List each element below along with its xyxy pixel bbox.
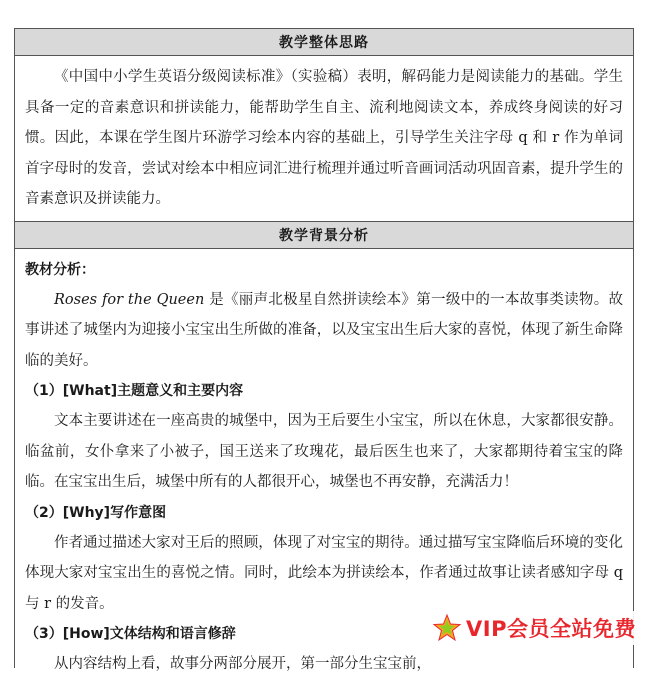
section-header-background-analysis [15, 221, 633, 249]
material-analysis-label: 教材分析： [25, 261, 95, 278]
lesson-plan-table [14, 28, 634, 672]
vip-banner[interactable] [428, 611, 640, 645]
section-title: 教学背景分析 [279, 227, 369, 244]
material-intro-text: 是《丽声北极星自然拼读绘本》第一级中的一本故事类读物。故事讲述了城堡内为迎接小宝宝出生所做的准备，以及宝宝出生后大家的喜悦，体现了新生命降临的美好。 [25, 291, 623, 369]
why-heading: （2）[Why]写作意图 [25, 504, 167, 521]
what-heading: （1）[What]主题意义和主要内容 [25, 383, 244, 399]
how-paragraph: 从内容结构上看，故事分两部分展开，第一部分生宝宝前， [54, 656, 431, 672]
vip-banner-text: VIP会员全站免费 [466, 617, 636, 641]
how-heading: （3）[How]文体结构和语言修辞 [25, 626, 236, 642]
star-icon [432, 613, 462, 643]
overall-approach-paragraph: 《中国中小学生英语分级阅读标准》（实验稿）表明，解码能力是阅读能力的基础。学生具备一定的音素意识和拼读能力，能帮助学生自主、流利地阅读文本，养成终身阅读的好习惯。因此，本课在学生图片环游学习绘本内容的基础上，引导学生关注字母 q 和 r 作为单词首字母时的发音，尝试对绘本中相应词汇进行梳理并通过听音画词活动巩固音素，提升学生的音素意识及拼读能力。 [25, 69, 623, 207]
what-paragraph: 文本主要讲述在一座高贵的城堡中，因为王后要生小宝宝，所以在休息，大家都很安静。临盆前，女仆拿来了小被子，国王送来了玫瑰花，最后医生也来了，大家都期待着宝宝的降临。在宝宝出生后，城堡中所有的人都很开心，城堡也不再安静，充满活力！ [25, 413, 623, 490]
section-title: 教学整体思路 [279, 35, 369, 51]
section-header-overall-approach [15, 29, 633, 56]
material-intro-paragraph [25, 285, 623, 377]
why-paragraph: 作者通过描述大家对王后的照顾，体现了对宝宝的期待。通过描写宝宝降临后环境的变化体现大家对宝宝出生的喜悦之情。同时，此绘本为拼读绘本，作者通过故事让读者感知字母 q 与 r 的发音。 [25, 534, 623, 612]
section-body-overall-approach [15, 56, 633, 221]
book-title: Roses for the Queen [54, 291, 205, 308]
